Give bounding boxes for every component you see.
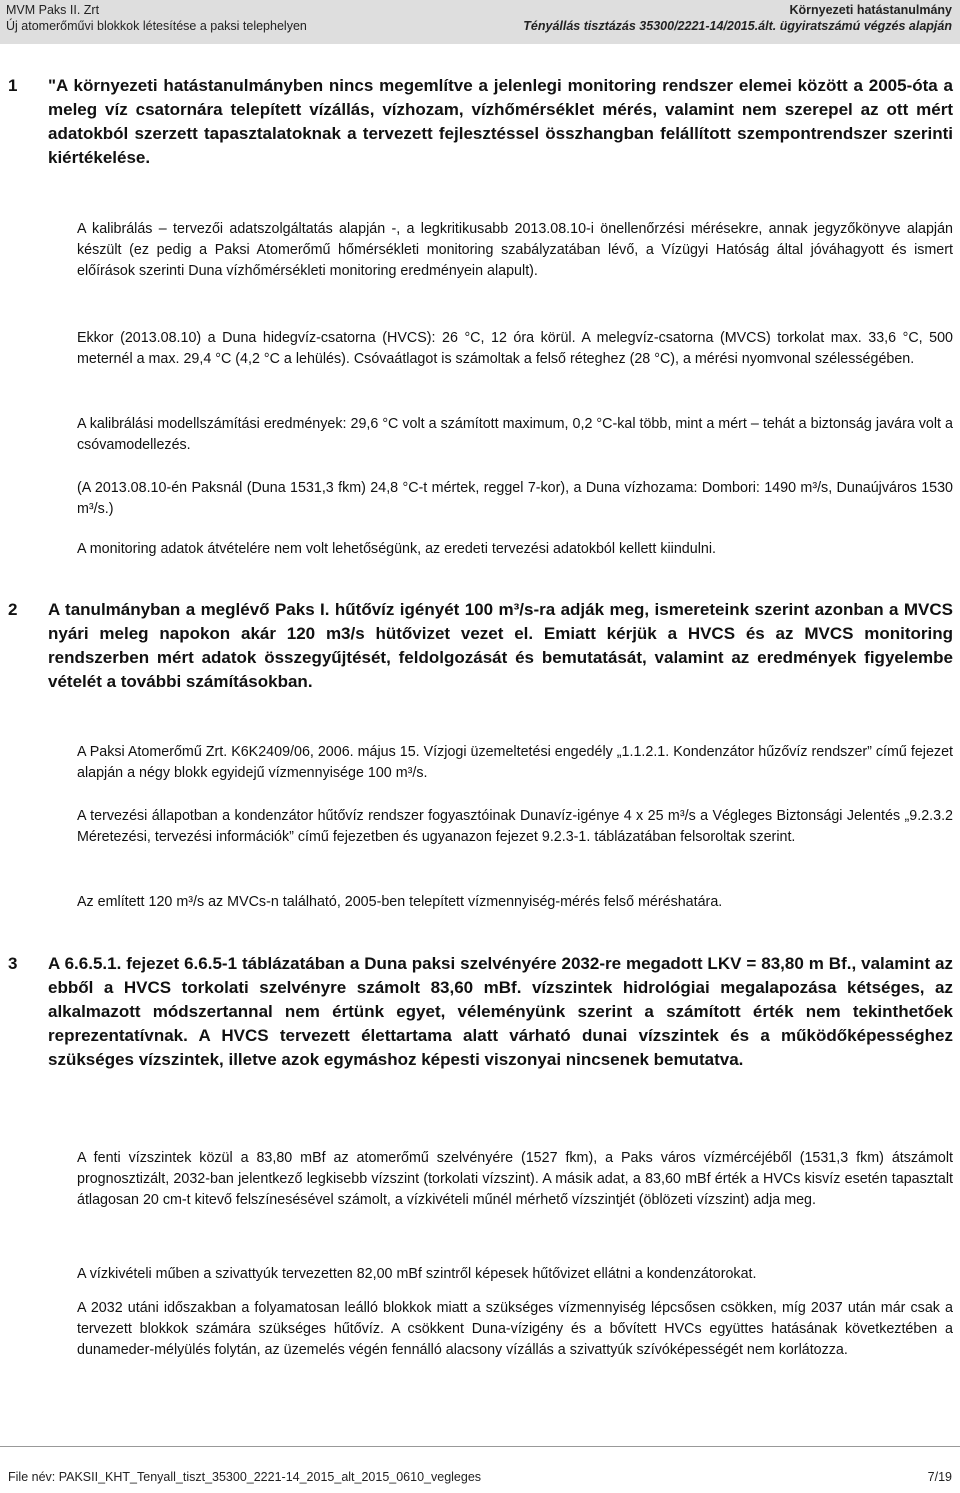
item-paragraph: (A 2013.08.10-én Paksnál (Duna 1531,3 fkm) 24,8 °C-t mértek, reggel 7-kor), a Duna vízhozama: Dombori: 1490 m³/s, Dunaújváros 1530 m³/s.) (77, 480, 953, 517)
item-question: "A környezeti hatástanulmányben nincs megemlítve a jelenlegi monitoring rendszer elemei között a 2005-óta a meleg víz csatornára telepített vízállás, vízhozam, vízhőmérséklet mérés, valamint nem szerepel az ott mért adatokból szerzett tapasztalatoknak a tervezett fejlesztéssel összhangban felállított szempontrendszer szerinti kiértékelése. (48, 76, 953, 167)
item-paragraph: A tervezési állapotban a kondenzátor hűtővíz rendszer fogyasztóinak Dunavíz-igénye 4 x 25 m³/s a Végleges Biztonsági Jelentés „9.2.3.2 Méretezési, tervezési információk” című fejezetben és ugyanazon fejezet 9.2.3-1. táblázatában felsoroltak szerint. (77, 808, 953, 845)
item-number: 1 (8, 76, 18, 95)
item-paragraph: A monitoring adatok átvételére nem volt lehetőségünk, az eredeti tervezési adatokból kellett kiindulni. (77, 541, 716, 557)
footer-page-number: 7/19 (927, 1470, 952, 1484)
header-left (6, 2, 307, 34)
item-paragraph: A fenti vízszintek közül a 83,80 mBf az atomerőmű szelvényére (1527 fkm), a Paks város vízmércéjéből (1531,3 fkm) átszámolt prognosztizált, 2032-ban jelentkező legkisebb vízszint (torkolati vízszint). A másik adat, a 83,60 mBf érték a HVCs kisvíz esetén tapasztalt átlagosan 20 cm-t kitevő felszínesésével számolt, a vízkivételi műnél mérhető vízszintjét (öblözeti vízszint) adja meg. (77, 1150, 953, 1208)
item-question: A tanulmányban a meglévő Paks I. hűtővíz igényét 100 m³/s-ra adják meg, ismereteink szerint azonban a MVCS nyári meleg napokon akár 120 m3/s hütővizet vezet el. Emiatt kérjük a HVCS és az MVCS monitoring rendszerben mért adatok összegyűjtését, feldolgozását és bemutatását, valamint az eredmények figyelembe vételét a további számításokban. (48, 600, 953, 691)
item-question: A 6.6.5.1. fejezet 6.6.5-1 táblázatában a Duna paksi szelvényére 2032-re megadott LKV = 83,80 m Bf., valamint az ebből a HVCS torkolati szelvényre számolt 83,60 mBf. vízszintek hidrológiai megalapozása kétséges, az alkalmazott módszertannal nem értünk egyet, véleményünk szerint a számított érték nem tekinthetőek reprezentatívnak. A HVCS tervezett élettartama alatt várható dunai vízszintek és a működőképességhez szükséges vízszintek, illetve azok egymáshoz képesti viszonyai nincsenek bemutatva. (48, 954, 953, 1069)
item-paragraph: A kalibrálási modellszámítási eredmények: 29,6 °C volt a számított maximum, 0,2 °C-kal több, mint a mért – tehát a biztonság javára volt a csóvamodellezés. (77, 416, 953, 453)
header-right (523, 2, 952, 34)
header-doc-subtitle: Tényállás tisztázás 35300/2221-14/2015.ált. ügyiratszámú végzés alapján (523, 19, 952, 33)
page-header (0, 0, 960, 44)
item-paragraph: Az említett 120 m³/s az MVCs-n található, 2005-ben telepített vízmennyiség-mérés felső méréshatára. (77, 894, 723, 910)
item-paragraph: A Paksi Atomerőmű Zrt. K6K2409/06, 2006. május 15. Vízjogi üzemeltetési engedély „1.1.2.1. Kondenzátor hűzővíz rendszer” című fejezet alapján a négy blokk egyidejű vízmennyisége 100 m³/s. (77, 744, 953, 781)
footer-divider (0, 1446, 960, 1447)
header-doc-title: Környezeti hatástanulmány (789, 3, 952, 17)
item-paragraph: A 2032 utáni időszakban a folyamatosan leálló blokkok miatt a szükséges vízmennyiség lépcsősen csökken, míg 2037 után már csak a tervezett blokkok számára szükséges hűtővíz. A csökkent Duna-vízigény és a bővített HVCs együttes hatásának következtében a dunameder-mélyülés folytán, az üzemelés végén fennálló alacsony vízállás a szivattyúk szívóképességét nem korlátozza. (77, 1300, 953, 1358)
item-paragraph: A vízkivételi műben a szivattyúk tervezetten 82,00 mBf szintről képesek hűtővizet ellátni a kondenzátorokat. (77, 1266, 757, 1282)
item-number: 2 (8, 600, 18, 619)
item-number: 3 (8, 954, 18, 973)
item-paragraph: A kalibrálás – tervezői adatszolgáltatás alapján -, a legkritikusabb 2013.08.10-i önellenőrzési mérésekre, annak jegyzőkönyve alapján készült (ez pedig a Paksi Atomerőmű hőmérsékleti monitoring szabályzatában lévő, a Vízügyi Hatóság által jóváhagyott és ismert előírások szerinti Duna vízhőmérsékleti monitoring eredményein alapult). (77, 221, 953, 279)
header-company: MVM Paks II. Zrt (6, 3, 100, 17)
footer-file-name: File név: PAKSII_KHT_Tenyall_tiszt_35300_2221-14_2015_alt_2015_0610_vegleges (8, 1470, 482, 1484)
item-paragraph: Ekkor (2013.08.10) a Duna hidegvíz-csatorna (HVCS): 26 °C, 12 óra körül. A melegvíz-csatorna (MVCS) torkolat max. 33,6 °C, 500 meternél a max. 29,4 °C (4,2 °C a lehülés). Csóvaátlagot is számoltak a felső réteghez (28 °C), a mérési nyomvonal szélességében. (77, 330, 953, 367)
header-project: Új atomerőművi blokkok létesítése a paksi telephelyen (6, 19, 307, 33)
